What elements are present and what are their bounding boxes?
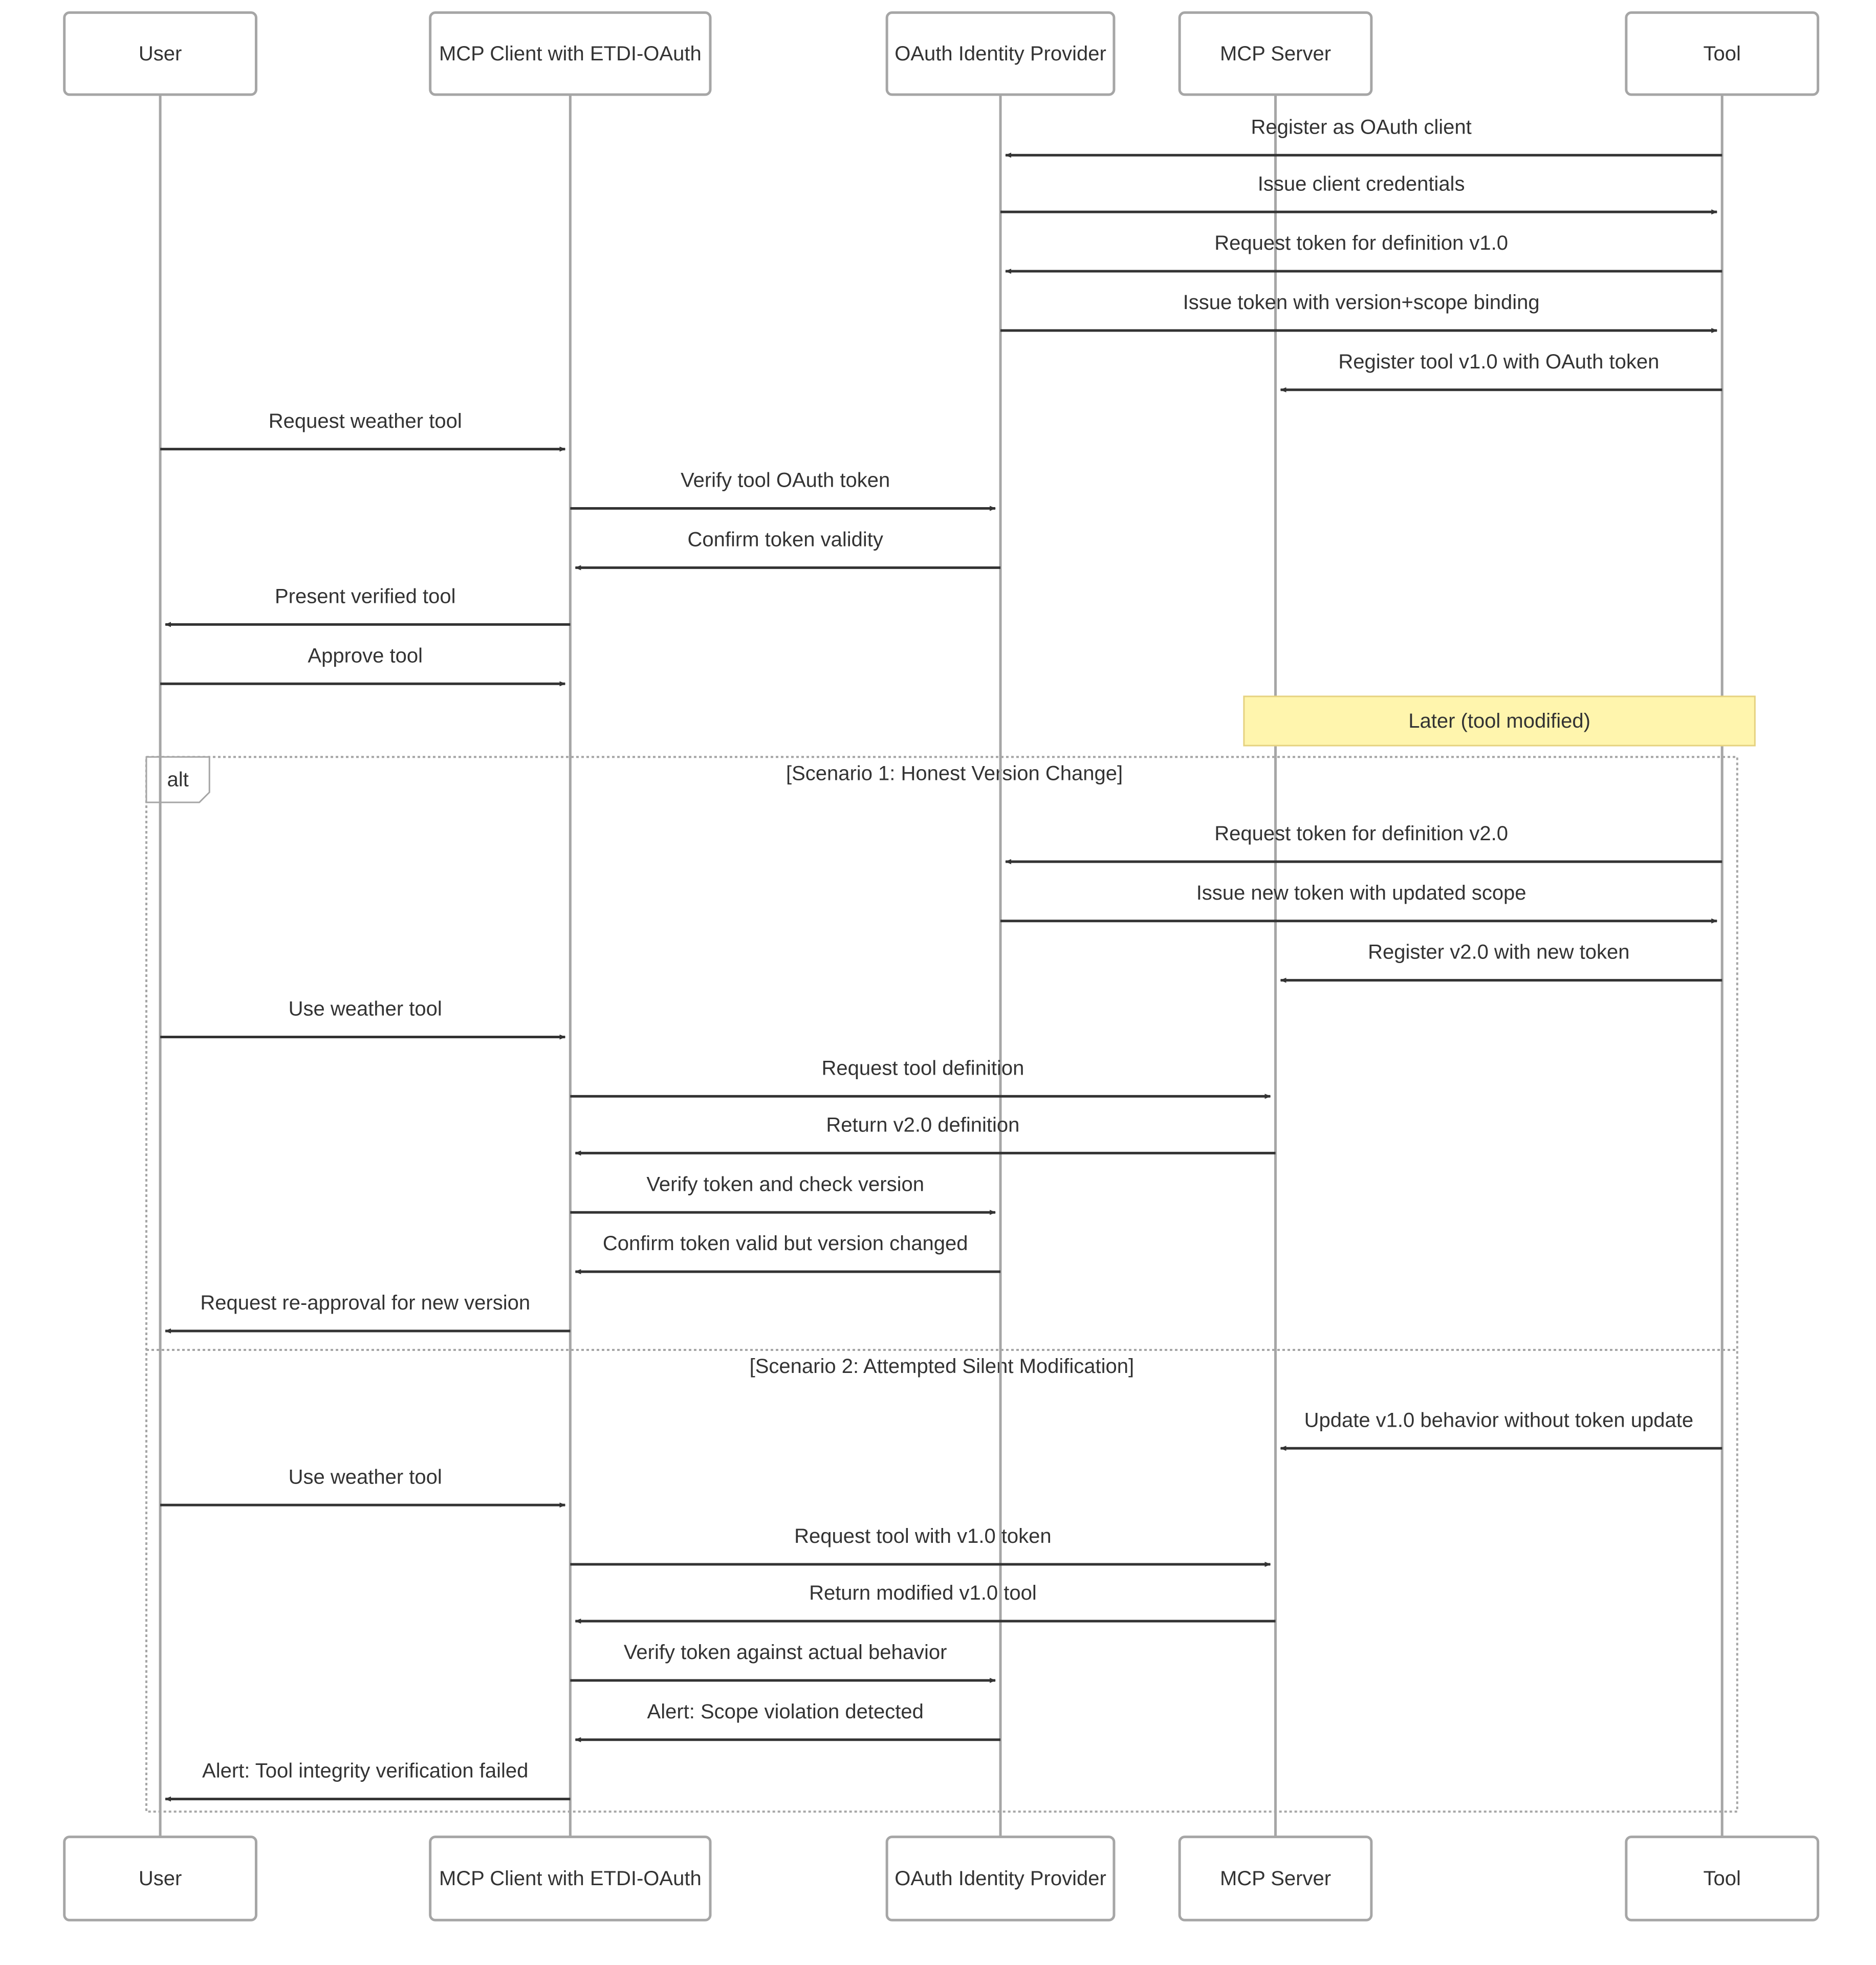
message-label: Verify token against actual behavior: [623, 1641, 947, 1664]
message-label: Verify tool OAuth token: [681, 469, 890, 492]
message-label: Confirm token validity: [687, 528, 883, 551]
message-diagram-alt-section1-messages-6: [570, 1173, 995, 1212]
message-diagram-alt-section2-messages-2: [570, 1525, 1270, 1564]
message-label: Update v1.0 behavior without token update: [1304, 1409, 1694, 1432]
message-diagram-alt-section2-messages-1: [160, 1466, 565, 1505]
actor-label: MCP Server: [1219, 42, 1332, 65]
message-diagram-messages_initial-8: [165, 585, 570, 624]
message-diagram-messages_initial-3: [1000, 291, 1717, 331]
message-label: Request re-approval for new version: [200, 1292, 531, 1315]
message-diagram-messages_initial-2: [1006, 232, 1722, 271]
message-label: Alert: Scope violation detected: [647, 1700, 924, 1723]
message-label: Request tool with v1.0 token: [794, 1525, 1052, 1548]
message-label: Register v2.0 with new token: [1368, 941, 1630, 964]
message-diagram-alt-section1-messages-7: [575, 1232, 1000, 1272]
alt-label: alt: [167, 768, 189, 791]
message-label: Return v2.0 definition: [826, 1114, 1020, 1137]
note-text: Later (tool modified): [1408, 709, 1590, 732]
note-later: [1244, 696, 1755, 746]
message-label: Request token for definition v1.0: [1214, 232, 1508, 255]
message-diagram-alt-section1-messages-8: [165, 1292, 570, 1331]
actor-user-top: [64, 13, 256, 95]
message-label: Request token for definition v2.0: [1214, 822, 1508, 845]
message-label: Verify token and check version: [646, 1173, 924, 1196]
message-diagram-alt-section1-messages-1: [1000, 882, 1717, 921]
message-diagram-alt-section2-messages-5: [575, 1700, 1000, 1740]
message-label: Use weather tool: [288, 997, 442, 1020]
actor-idp-top: [887, 13, 1114, 95]
message-label: Use weather tool: [288, 1466, 442, 1489]
actor-label: User: [138, 42, 182, 65]
message-diagram-alt-section2-messages-3: [575, 1582, 1275, 1621]
message-label: Present verified tool: [274, 585, 456, 608]
message-label: Request tool definition: [821, 1057, 1024, 1080]
message-diagram-alt-section2-messages-6: [165, 1760, 570, 1799]
message-diagram-alt-section1-messages-5: [575, 1114, 1275, 1153]
message-label: Confirm token valid but version changed: [602, 1232, 968, 1255]
message-label: Register as OAuth client: [1251, 116, 1472, 139]
message-diagram-alt-section1-messages-4: [570, 1057, 1270, 1096]
actor-tool-bottom: [1626, 1837, 1818, 1920]
message-diagram-messages_initial-6: [570, 469, 995, 509]
actor-client-top: [430, 13, 710, 95]
message-diagram-messages_initial-7: [575, 529, 1000, 568]
message-label: Issue client credentials: [1257, 172, 1465, 195]
alt-section1-title: [Scenario 1: Honest Version Change]: [786, 762, 1123, 785]
actor-server-bottom: [1180, 1837, 1371, 1920]
actor-label: MCP Client with ETDI-OAuth: [439, 42, 702, 65]
actor-tool-top: [1626, 13, 1818, 95]
message-diagram-alt-section1-messages-0: [1006, 822, 1722, 862]
actor-label: OAuth Identity Provider: [895, 1867, 1106, 1890]
message-diagram-alt-section1-messages-3: [160, 998, 565, 1037]
actor-label: OAuth Identity Provider: [895, 42, 1106, 65]
actor-server-top: [1180, 13, 1371, 95]
actor-label: Tool: [1703, 42, 1741, 65]
actor-client-bottom: [430, 1837, 710, 1920]
message-label: Issue token with version+scope binding: [1183, 291, 1540, 314]
message-label: Return modified v1.0 tool: [809, 1582, 1037, 1605]
message-diagram-messages_initial-4: [1280, 351, 1722, 390]
message-label: Request weather tool: [268, 409, 462, 432]
message-label: Register tool v1.0 with OAuth token: [1338, 350, 1660, 373]
message-diagram-alt-section1-messages-2: [1280, 941, 1722, 980]
message-label: Alert: Tool integrity verification failed: [202, 1759, 529, 1782]
message-diagram-messages_initial-1: [1000, 172, 1717, 212]
message-label: Issue new token with updated scope: [1196, 881, 1526, 904]
actor-user-bottom: [64, 1837, 256, 1920]
message-label: Approve tool: [308, 644, 423, 667]
actor-label: User: [138, 1867, 182, 1890]
actor-label: MCP Client with ETDI-OAuth: [439, 1867, 702, 1890]
actor-label: Tool: [1703, 1867, 1741, 1890]
alt-section2-title: [Scenario 2: Attempted Silent Modification]: [749, 1355, 1135, 1378]
message-diagram-messages_initial-9: [160, 644, 565, 684]
message-diagram-messages_initial-0: [1006, 116, 1722, 155]
message-diagram-alt-section2-messages-4: [570, 1641, 995, 1680]
actor-idp-bottom: [887, 1837, 1114, 1920]
actor-label: MCP Server: [1219, 1867, 1332, 1890]
message-diagram-alt-section2-messages-0: [1280, 1409, 1722, 1448]
message-diagram-messages_initial-5: [160, 410, 565, 449]
